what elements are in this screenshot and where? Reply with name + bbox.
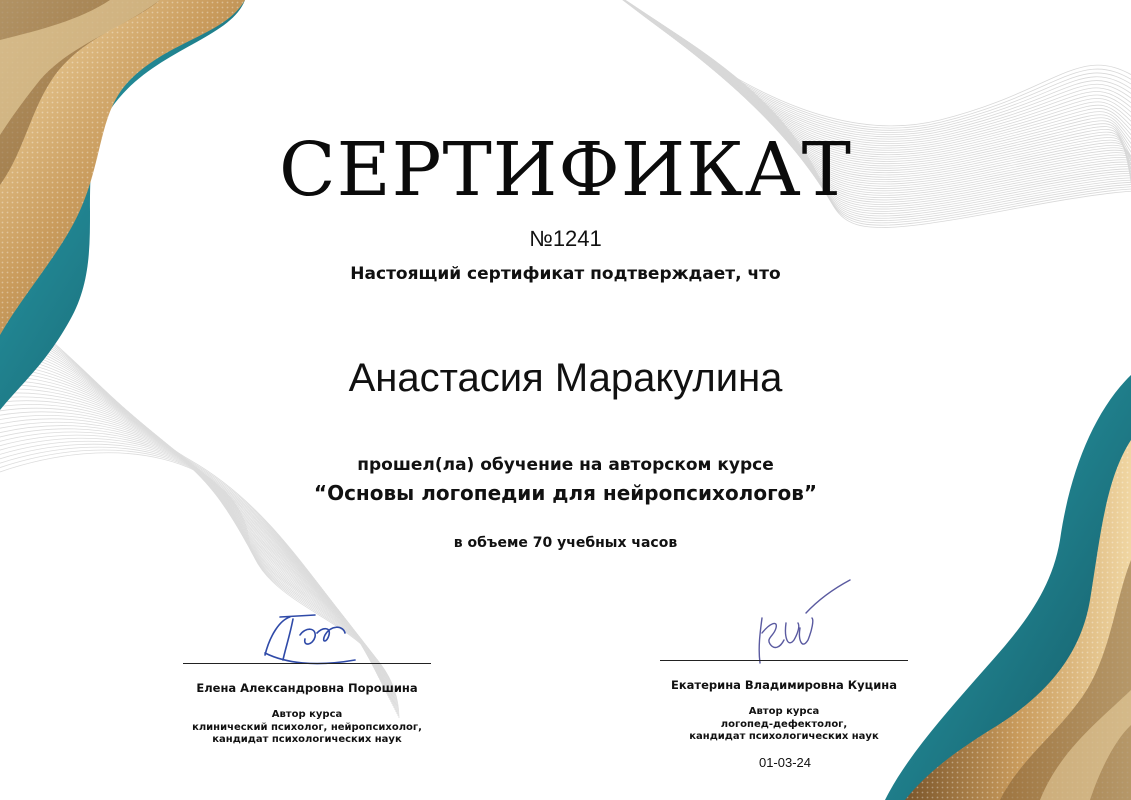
signatory-name: Елена Александровна Порошина xyxy=(196,681,418,695)
role-line: кандидат психологических наук xyxy=(689,731,879,742)
role-line: кандидат психологических наук xyxy=(212,734,402,745)
issue-date: 01-03-24 xyxy=(758,755,812,770)
signatory-2 xyxy=(634,660,934,744)
course-name: “Основы логопедии для нейропсихологов” xyxy=(313,481,818,505)
signatory-role xyxy=(157,709,457,747)
role-line: клинический психолог, нейропсихолог, xyxy=(192,721,422,733)
course-hours: в объеме 70 учебных часов xyxy=(453,535,678,551)
confirmation-text: Настоящий сертификат подтверждает, что xyxy=(350,264,781,284)
signature-line xyxy=(660,660,908,661)
signatory-role xyxy=(634,706,934,744)
signatory-name: Екатерина Владимировна Куцина xyxy=(671,678,897,692)
signature-line xyxy=(183,663,431,664)
recipient-name: Анастасия Маракулина xyxy=(348,356,783,400)
certificate-number: №1241 xyxy=(529,226,602,251)
course-intro-text: прошел(ла) обучение на авторском курсе xyxy=(357,455,774,475)
role-line: Автор курса xyxy=(271,709,343,720)
certificate-title: СЕРТИФИКАТ xyxy=(279,127,852,213)
role-line: логопед-дефектолог, xyxy=(720,718,848,730)
role-line: Автор курса xyxy=(748,706,820,717)
signatory-1 xyxy=(157,663,457,747)
